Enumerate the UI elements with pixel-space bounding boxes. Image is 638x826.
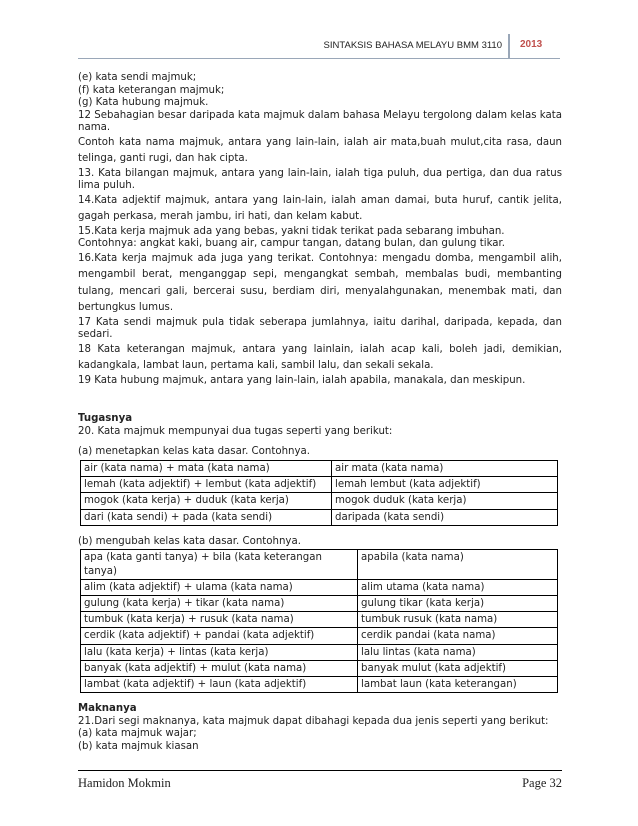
paragraph-16: 16.Kata kerja majmuk ada juga yang terikat. Contohnya: mengadu domba, mengambil alih, mengambil berat, menganggap sepi, mengangkat sembah, membalas budi, membanting tulang, mencari gali, bercerai susu, berdiam diri, menyalahgunakan, menembak mati, dan bertungkus lumus. [78, 252, 562, 314]
header-year: 2013 [520, 39, 543, 50]
table-cell: lemah (kata adjektif) + lembut (kata adjektif) [81, 477, 332, 493]
table-row [81, 677, 558, 693]
table-row [81, 509, 558, 525]
table-cell: apa (kata ganti tanya) + bila (kata keterangan tanya) [81, 550, 358, 579]
table-cell: gulung tikar (kata kerja) [358, 595, 558, 611]
text-line: (g) Kata hubung majmuk. [78, 97, 209, 109]
table-row [81, 579, 558, 595]
paragraph-19: 19 Kata hubung majmuk, antara yang lain-lain, ialah apabila, manakala, dan meskipun. [78, 374, 526, 386]
table-row [81, 477, 558, 493]
paragraph-17: 17 Kata sendi majmuk pula tidak seberapa jumlahnya, iaitu darihal, daripada, kepada, dan sedari. [78, 316, 562, 341]
table-cell: cerdik (kata adjektif) + pandai (kata adjektif) [81, 628, 358, 644]
paragraph-13: 13. Kata bilangan majmuk, antara yang lain-lain, ialah tiga puluh, dua pertiga, dan dua ratus lima puluh. [78, 167, 562, 192]
table-cell: air (kata nama) + mata (kata nama) [81, 460, 332, 476]
table-cell: lalu lintas (kata nama) [358, 644, 558, 660]
header-course-title: SINTAKSIS BAHASA MELAYU BMM 3110 [323, 40, 502, 51]
table-cell: lambat (kata adjektif) + laun (kata adjektif) [81, 677, 358, 693]
paragraph-12: 12 Sebahagian besar daripada kata majmuk dalam bahasa Melayu tergolong dalam kelas kata nama. [78, 109, 562, 134]
paragraph-kata-nama-example: Contoh kata nama majmuk, antara yang lain-lain, ialah air mata,buah mulut,cita rasa, daun telinga, ganti rugi, dan hak cipta. [78, 136, 562, 165]
paragraph-14: 14.Kata adjektif majmuk, antara yang lain-lain, ialah aman damai, buta huruf, cantik jelita, gagah perkasa, merah jambu, iri hati, dan kelam kabut. [78, 194, 562, 223]
header-rule [78, 58, 560, 59]
table-cell: tumbuk (kata kerja) + rusuk (kata nama) [81, 612, 358, 628]
paragraph-21: 21.Dari segi maknanya, kata majmuk dapat dibahagi kepada dua jenis seperti yang berikut: [78, 715, 549, 727]
table-cell: banyak mulut (kata adjektif) [358, 660, 558, 676]
table-cell: mogok duduk (kata kerja) [332, 493, 558, 509]
table-row [81, 595, 558, 611]
table-cell: air mata (kata nama) [332, 460, 558, 476]
table-cell: alim utama (kata nama) [358, 579, 558, 595]
header-divider [508, 34, 510, 58]
table-cell: apabila (kata nama) [358, 550, 558, 579]
table-row [81, 660, 558, 676]
paragraph-20: 20. Kata majmuk mempunyai dua tugas seperti yang berikut: [78, 425, 393, 437]
table-row [81, 550, 558, 579]
list-label-a: (a) menetapkan kelas kata dasar. Contohnya. [78, 446, 311, 458]
section-heading-tugasnya: Tugasnya [78, 413, 133, 425]
text-line: (f) kata keterangan majmuk; [78, 84, 225, 96]
table-cell: gulung (kata kerja) + tikar (kata nama) [81, 595, 358, 611]
paragraph-15: 15.Kata kerja majmuk ada yang bebas, yakni tidak terikat pada sebarang imbuhan. [78, 225, 505, 237]
table-cell: banyak (kata adjektif) + mulut (kata nama) [81, 660, 358, 676]
table-cell: tumbuk rusuk (kata nama) [358, 612, 558, 628]
list-item-a: (a) kata majmuk wajar; [78, 728, 197, 740]
table-cell: lemah lembut (kata adjektif) [332, 477, 558, 493]
paragraph-18: 18 Kata keterangan majmuk, antara yang lainlain, ialah acap kali, boleh jadi, demikian, kadangkala, lambat laun, pertama kali, sambil lalu, dan sekali sekala. [78, 343, 562, 372]
table-cell: dari (kata sendi) + pada (kata sendi) [81, 509, 332, 525]
table-cell: lalu (kata kerja) + lintas (kata kerja) [81, 644, 358, 660]
table-mengubah-kelas [80, 549, 558, 693]
text-line: (e) kata sendi majmuk; [78, 72, 197, 83]
paragraph-15-example: Contohnya: angkat kaki, buang air, campur tangan, datang bulan, dan gulung tikar. [78, 238, 506, 250]
table-row [81, 628, 558, 644]
table-row [81, 644, 558, 660]
table-cell: lambat laun (kata keterangan) [358, 677, 558, 693]
document-body [78, 72, 562, 754]
footer-author: Hamidon Mokmin [78, 776, 171, 790]
page-footer [78, 770, 562, 794]
table-cell: alim (kata adjektif) + ulama (kata nama) [81, 579, 358, 595]
table-cell: daripada (kata sendi) [332, 509, 558, 525]
footer-rule [78, 770, 562, 771]
table-cell: cerdik pandai (kata nama) [358, 628, 558, 644]
list-label-b: (b) mengubah kelas kata dasar. Contohnya. [78, 535, 301, 547]
section-heading-maknanya: Maknanya [78, 703, 137, 715]
list-item-b: (b) kata majmuk kiasan [78, 740, 199, 752]
page-header [78, 34, 560, 58]
table-row [81, 493, 558, 509]
table-cell: mogok (kata kerja) + duduk (kata kerja) [81, 493, 332, 509]
table-row [81, 612, 558, 628]
footer-page-number: Page 32 [522, 776, 562, 790]
table-menetapkan-kelas [80, 460, 558, 526]
table-row [81, 460, 558, 476]
